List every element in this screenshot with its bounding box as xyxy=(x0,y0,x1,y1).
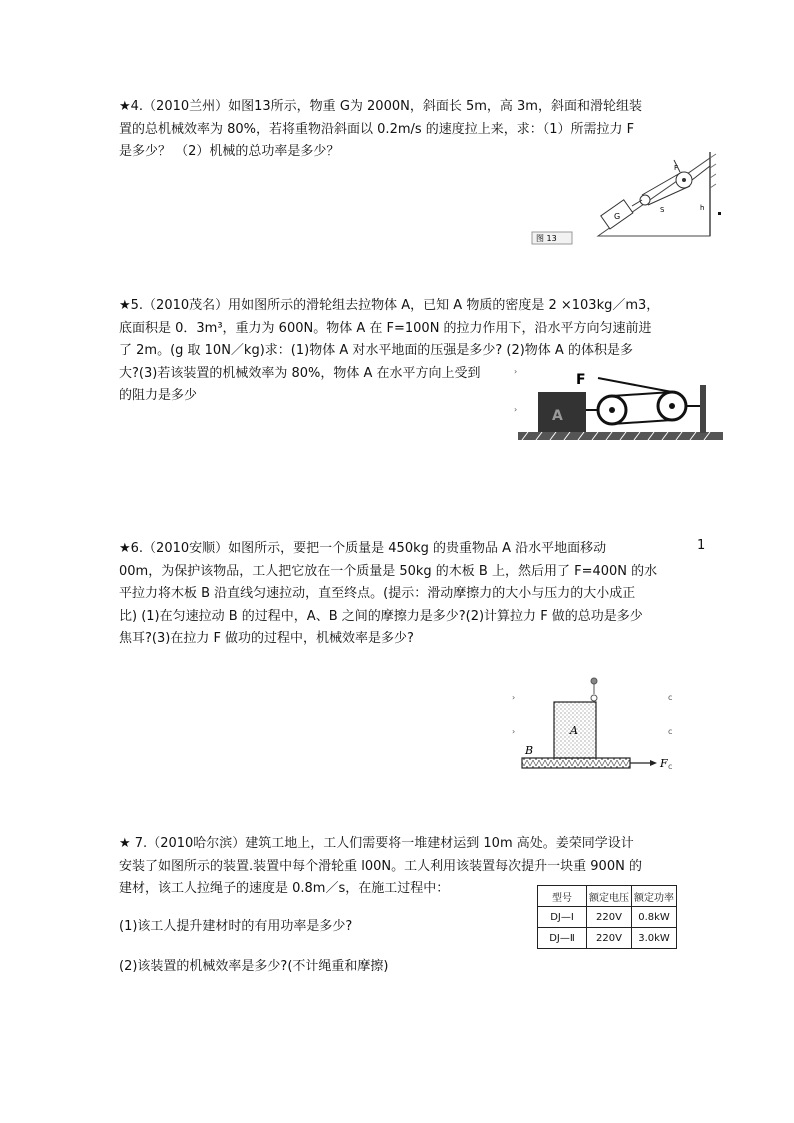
label-h: h xyxy=(700,204,705,212)
table-cell: 3.0kW xyxy=(632,928,677,949)
problem-7-line: 建材，该工人拉绳子的速度是 0.8m／s，在施工过程中： xyxy=(119,881,450,897)
table-header-row xyxy=(538,886,677,907)
problem-5-line: 底面积是 0．3m³，重力为 600N。物体 A 在 F=100N 的拉力作用下，沿水平方向匀速前进 xyxy=(119,320,652,336)
svg-text:›: › xyxy=(512,727,516,736)
label-F: F xyxy=(674,164,679,172)
problem-6-line: 比) (1)在匀速拉动 B 的过程中，A、B 之间的摩擦力是多少?(2)计算拉力 F 做的总功是多少 xyxy=(119,608,643,624)
problem-4-line: 是多少？ （2）机械的总功率是多少？ xyxy=(119,144,340,160)
svg-text:c: c xyxy=(668,693,673,702)
table-cell: DJ—Ⅱ xyxy=(538,928,587,949)
figure-caption: 图 13 xyxy=(536,234,557,243)
problem-6-line: 平拉力将木板 B 沿直线匀速拉动，直至终点。(提示：滑动摩擦力的大小与压力的大小成正 xyxy=(119,586,636,602)
spec-table xyxy=(537,885,677,949)
problem-7-line: ★ 7.（2010哈尔滨）建筑工地上，工人们需要将一堆建材运到 10m 高处。姜荣同学设计 xyxy=(119,836,634,851)
problem-5-line: 大?(3)若该装置的机械效率为 80%，物体 A 在水平方向上受到 xyxy=(119,365,481,381)
label-G: G xyxy=(614,212,621,221)
incline-pulley-figure xyxy=(530,148,725,248)
svg-text:c: c xyxy=(668,727,673,736)
problem-6-line: ★6.（2010安顺）如图所示，要把一个质量是 450kg 的贵重物品 A 沿水平地面移动 xyxy=(119,541,607,556)
label-B: B xyxy=(525,744,534,757)
horizontal-pulley-figure xyxy=(512,360,724,448)
table-header: 额定电压 xyxy=(587,886,632,907)
problem-4-line: 置的总机械效率为 80%，若将重物沿斜面以 0.2m/s 的速度拉上来，求：（1）所需拉力 F xyxy=(119,121,635,137)
label-F: F xyxy=(660,757,668,770)
table-cell: 220V xyxy=(587,928,632,949)
problem-6-text xyxy=(119,538,657,651)
svg-text:›: › xyxy=(512,693,516,702)
problem-5-line: 的阻力是多少 xyxy=(119,388,198,404)
label-A: A xyxy=(570,724,578,737)
problem-6-line: 00m，为保护该物品，工人把它放在一个质量是 50kg 的木板 B 上，然后用了 F=400N 的水 xyxy=(119,563,658,579)
svg-text:›: › xyxy=(514,367,518,376)
table-row xyxy=(538,928,677,949)
label-F: F xyxy=(576,372,586,388)
table-cell: 0.8kW xyxy=(632,907,677,928)
label-S: S xyxy=(660,206,665,214)
problem-5-line: 了 2m。(g 取 10N／kg)求：(1)物体 A 对水平地面的压强是多少? (2)物体 A 的体积是多 xyxy=(119,343,633,359)
problem-7-question-2: (2)该装置的机械效率是多少?(不计绳重和摩擦) xyxy=(119,959,389,974)
margin-number: 1 xyxy=(697,538,706,553)
label-A: A xyxy=(552,408,563,424)
board-block-figure xyxy=(512,676,682,776)
svg-text:c: c xyxy=(668,762,673,771)
problem-6-line: 焦耳?(3)在拉力 F 做功的过程中，机械效率是多少? xyxy=(119,631,414,647)
table-header: 型号 xyxy=(538,886,587,907)
table-row xyxy=(538,907,677,928)
table-header: 额定功率 xyxy=(632,886,677,907)
problem-7-question-1: (1)该工人提升建材时的有用功率是多少? xyxy=(119,919,353,934)
svg-text:›: › xyxy=(514,405,518,414)
problem-5-line: ★5.（2010茂名）用如图所示的滑轮组去拉物体 A，已知 A 物质的密度是 2 ×103kg／m3， xyxy=(119,298,660,313)
problem-7-line: 安装了如图所示的装置.装置中每个滑轮重 l00N。工人利用该装置每次提升一块重 900N 的 xyxy=(119,858,642,874)
table-cell: 220V xyxy=(587,907,632,928)
problem-4-line: ★4.（2010兰州）如图13所示，物重 G为 2000N，斜面长 5m，高 3m，斜面和滑轮组装 xyxy=(119,99,642,114)
table-cell: DJ—Ⅰ xyxy=(538,907,587,928)
